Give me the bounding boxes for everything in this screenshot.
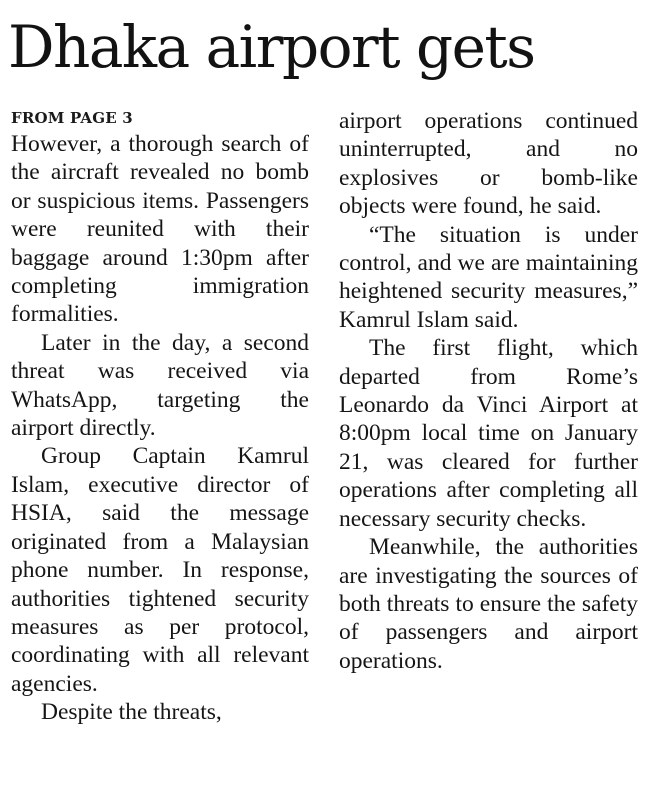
headline: Dhaka airport gets [8,13,535,81]
paragraph: airport operations continued uninterrupted, and no explosives or bomb-like objects were found, he said. [339,108,638,220]
paragraph: However, a thorough search of the aircraft revealed no bomb or suspicious items. Passengers were reunited with their baggage around 1:30pm after completing immigration formalities. [11,131,309,328]
jump-line: FROM PAGE 3 [11,109,133,127]
paragraph: Despite the threats, [41,699,222,726]
paragraph: Meanwhile, the authorities are investigating the sources of both threats to ensure the safety of passengers and airport operations. [339,534,638,674]
paragraph: Group Captain Kamrul Islam, executive director of HSIA, said the message originated from a Malaysian phone number. In response, authorities tightened security measures as per protocol, coordinating with all relevant agencies. [11,443,309,697]
article-column-right [339,107,638,675]
paragraph: The first flight, which departed from Rome’s Leonardo da Vinci Airport at 8:00pm local time on January 21, was cleared for further operations after completing all necessary security checks. [339,335,638,532]
paragraph: “The situation is under control, and we are maintaining heightened security measures,” Kamrul Islam said. [339,221,638,333]
article-column-left [11,130,309,727]
paragraph: Later in the day, a second threat was received via WhatsApp, targeting the airport directly. [11,329,309,442]
